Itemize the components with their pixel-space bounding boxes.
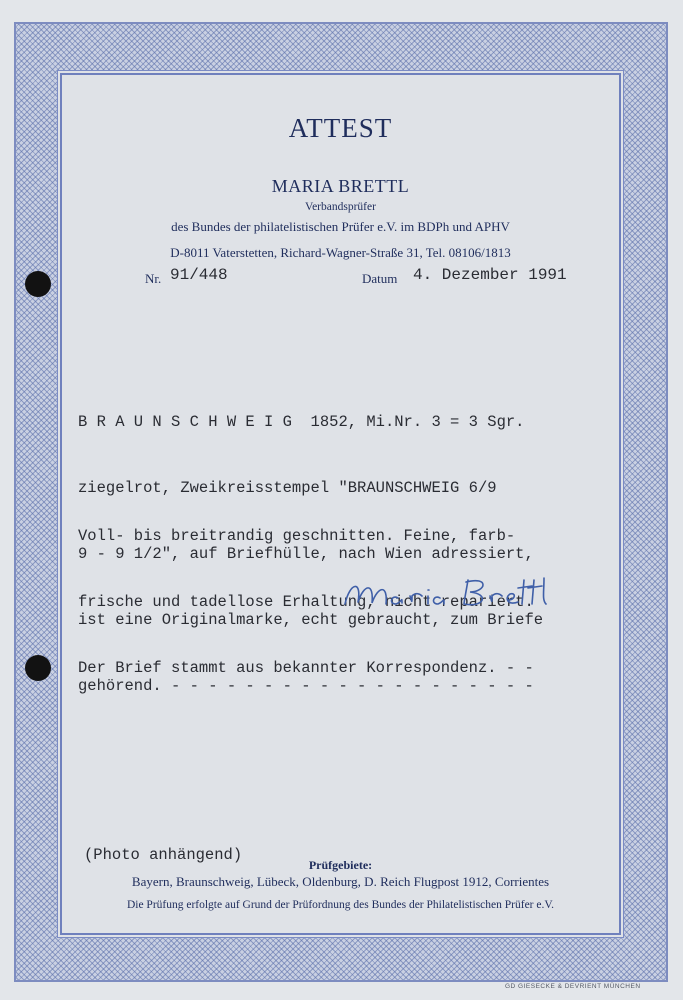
pruefgebiete-list: Bayern, Braunschweig, Lübeck, Oldenburg, D. Reich Flugpost 1912, Corrientes bbox=[131, 874, 550, 889]
printer-mark: GD GIESECKE & DEVRIENT MÜNCHEN bbox=[505, 983, 641, 990]
certificate-number: 91/448 bbox=[170, 266, 228, 284]
condition-line: Voll- bis breitrandig geschnitten. Feine, farb- bbox=[78, 527, 516, 545]
examiner-name: MARIA BRETTL bbox=[271, 176, 410, 196]
description-line: B R A U N S C H W E I G 1852, Mi.Nr. 3 = 3 Sgr. bbox=[78, 413, 525, 431]
rules-note: Die Prüfung erfolgte auf Grund der Prüfordnung des Bundes der Philatelistischen Prüfer e.V. bbox=[126, 899, 555, 911]
association-line: des Bundes der philatelistischen Prüfer e.V. im BDPh und APHV bbox=[171, 219, 510, 234]
certificate-title: ATTEST bbox=[288, 113, 393, 143]
description-line: ziegelrot, Zweikreisstempel "BRAUNSCHWEIG 6/9 bbox=[78, 479, 497, 497]
description-line: 9 - 9 1/2", auf Briefhülle, nach Wien adressiert, bbox=[78, 545, 534, 563]
punch-hole-top bbox=[25, 271, 51, 297]
description-line: gehörend. - - - - - - - - - - - - - - - - - - - - bbox=[78, 677, 534, 695]
photo-note: (Photo anhängend) bbox=[84, 846, 243, 864]
condition-line: frische und tadellose Erhaltung, nicht repariert. bbox=[78, 593, 534, 611]
nr-label: Nr. bbox=[145, 271, 162, 286]
address-line: D-8011 Vaterstetten, Richard-Wagner-Straße 31, Tel. 08106/1813 bbox=[170, 245, 511, 260]
pruefgebiete-heading: Prüfgebiete: bbox=[308, 858, 373, 872]
examiner-role: Verbandsprüfer bbox=[305, 201, 376, 213]
condition-line: Der Brief stammt aus bekannter Korrespondenz. - - bbox=[78, 659, 534, 677]
examiner-signature bbox=[340, 572, 550, 617]
punch-hole-bottom bbox=[25, 655, 51, 681]
description-line: ist eine Originalmarke, echt gebraucht, zum Briefe bbox=[78, 611, 544, 629]
certificate-date: 4. Dezember 1991 bbox=[413, 266, 567, 284]
date-label: Datum bbox=[362, 271, 398, 286]
